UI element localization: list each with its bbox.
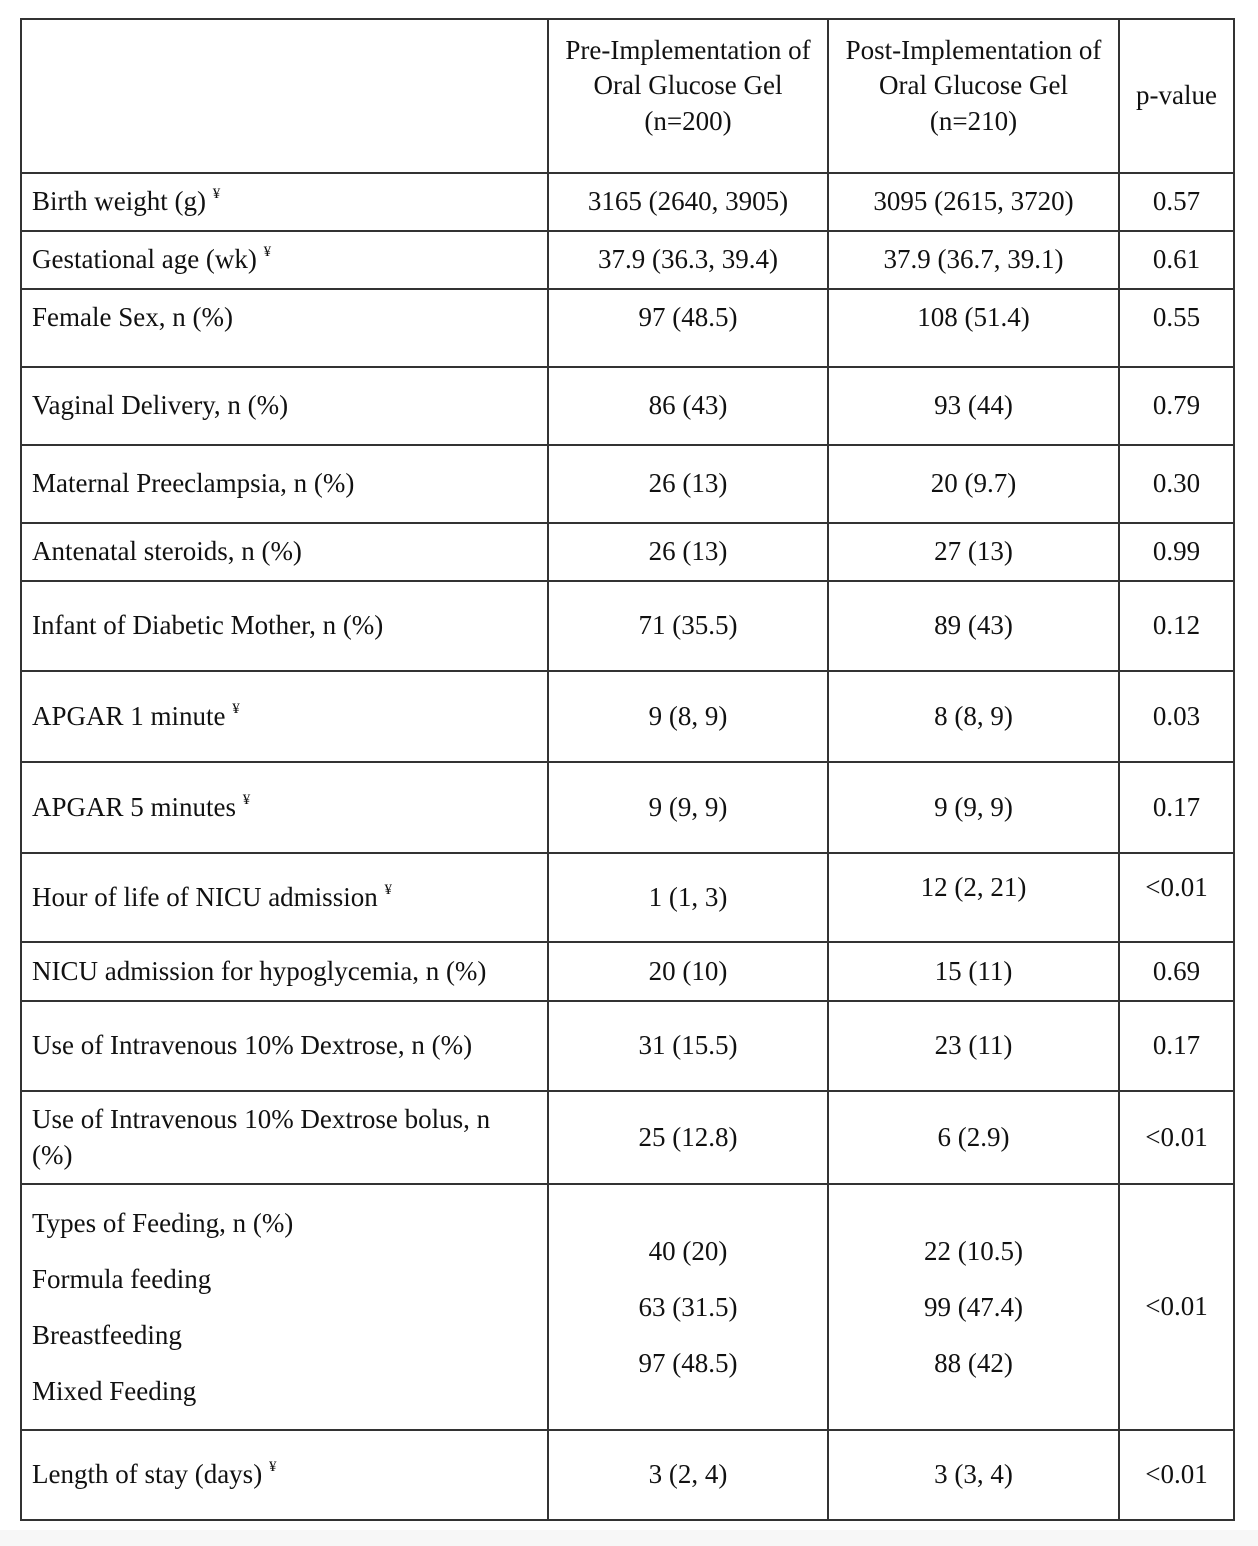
table-row bbox=[21, 289, 1234, 367]
table-row bbox=[21, 762, 1234, 853]
row-pvalue: <0.01 bbox=[1119, 853, 1234, 942]
row-post: 3 (3, 4) bbox=[828, 1430, 1119, 1520]
row-label: Infant of Diabetic Mother, n (%) bbox=[21, 581, 548, 671]
feeding-post bbox=[828, 1184, 1119, 1430]
feeding-type-label: Mixed Feeding bbox=[32, 1376, 197, 1406]
row-pvalue: 0.17 bbox=[1119, 762, 1234, 853]
row-post: 93 (44) bbox=[828, 367, 1119, 445]
row-label: Maternal Preeclampsia, n (%) bbox=[21, 445, 548, 523]
table-row bbox=[21, 231, 1234, 289]
row-label: Gestational age (wk) ¥ bbox=[21, 231, 548, 289]
row-label: Hour of life of NICU admission ¥ bbox=[21, 853, 548, 942]
table-row bbox=[21, 523, 1234, 581]
header-pvalue: p-value bbox=[1119, 19, 1234, 173]
feeding-post-value: 88 (42) bbox=[934, 1348, 1013, 1378]
feeding-pre-value: 97 (48.5) bbox=[638, 1348, 738, 1378]
row-pvalue: 0.57 bbox=[1119, 173, 1234, 231]
row-post: 20 (9.7) bbox=[828, 445, 1119, 523]
row-post: 9 (9, 9) bbox=[828, 762, 1119, 853]
feeding-pre-value: 40 (20) bbox=[648, 1236, 728, 1266]
row-pre: 25 (12.8) bbox=[548, 1091, 828, 1184]
row-label: NICU admission for hypoglycemia, n (%) bbox=[21, 942, 548, 1001]
feeding-post-value: 22 (10.5) bbox=[924, 1236, 1023, 1266]
feeding-post-value: 99 (47.4) bbox=[924, 1292, 1023, 1322]
row-pvalue: 0.61 bbox=[1119, 231, 1234, 289]
table-row bbox=[21, 1091, 1234, 1184]
feeding-pvalue: <0.01 bbox=[1119, 1184, 1234, 1430]
row-label: Use of Intravenous 10% Dextrose bolus, n (%) bbox=[21, 1091, 548, 1184]
header-blank-cell bbox=[21, 19, 548, 173]
row-pvalue: 0.79 bbox=[1119, 367, 1234, 445]
yen-mark: ¥ bbox=[268, 1459, 277, 1476]
feeding-type-label: Breastfeeding bbox=[32, 1320, 182, 1350]
feeding-pre bbox=[548, 1184, 828, 1430]
row-post: 27 (13) bbox=[828, 523, 1119, 581]
table-row bbox=[21, 853, 1234, 942]
row-label: Use of Intravenous 10% Dextrose, n (%) bbox=[21, 1001, 548, 1091]
row-label: Vaginal Delivery, n (%) bbox=[21, 367, 548, 445]
yen-mark: ¥ bbox=[242, 791, 251, 808]
table-row bbox=[21, 445, 1234, 523]
row-pvalue: <0.01 bbox=[1119, 1430, 1234, 1520]
header-pre-cell bbox=[548, 19, 828, 173]
row-post: 37.9 (36.7, 39.1) bbox=[828, 231, 1119, 289]
feeding-labels bbox=[21, 1184, 548, 1430]
row-pre: 71 (35.5) bbox=[548, 581, 828, 671]
table-row bbox=[21, 173, 1234, 231]
feeding-row bbox=[21, 1184, 1234, 1430]
row-pre: 26 (13) bbox=[548, 445, 828, 523]
row-label: APGAR 1 minute ¥ bbox=[21, 671, 548, 762]
yen-mark: ¥ bbox=[232, 700, 240, 717]
header-post-line: Post-Implementation of bbox=[845, 35, 1102, 66]
row-post: 12 (2, 21) bbox=[828, 853, 1119, 942]
table-row bbox=[21, 671, 1234, 762]
page-bottom-margin bbox=[0, 1530, 1258, 1546]
feeding-title: Types of Feeding, n (%) bbox=[32, 1208, 294, 1238]
row-pre: 20 (10) bbox=[548, 942, 828, 1001]
row-post: 15 (11) bbox=[828, 942, 1119, 1001]
row-pre: 86 (43) bbox=[548, 367, 828, 445]
table-row bbox=[21, 942, 1234, 1001]
row-post: 3095 (2615, 3720) bbox=[828, 173, 1119, 231]
row-post: 8 (8, 9) bbox=[828, 671, 1119, 762]
header-post-line: Oral Glucose Gel bbox=[879, 70, 1068, 101]
row-post: 89 (43) bbox=[828, 581, 1119, 671]
row-post: 108 (51.4) bbox=[828, 289, 1119, 367]
header-pre-line: Pre-Implementation of bbox=[565, 35, 811, 66]
header-pre-line: (n=200) bbox=[644, 105, 732, 136]
row-pvalue: 0.69 bbox=[1119, 942, 1234, 1001]
row-post: 6 (2.9) bbox=[828, 1091, 1119, 1184]
row-post: 23 (11) bbox=[828, 1001, 1119, 1091]
row-pvalue: 0.12 bbox=[1119, 581, 1234, 671]
yen-mark: ¥ bbox=[384, 881, 392, 898]
row-label: Antenatal steroids, n (%) bbox=[21, 523, 548, 581]
row-label: Length of stay (days) ¥ bbox=[21, 1430, 548, 1520]
row-pvalue: 0.30 bbox=[1119, 445, 1234, 523]
table-row bbox=[21, 367, 1234, 445]
row-pvalue: 0.17 bbox=[1119, 1001, 1234, 1091]
row-pre: 3 (2, 4) bbox=[548, 1430, 828, 1520]
row-pvalue: <0.01 bbox=[1119, 1091, 1234, 1184]
yen-mark: ¥ bbox=[212, 186, 221, 203]
row-pre: 26 (13) bbox=[548, 523, 828, 581]
header-post-line: (n=210) bbox=[929, 105, 1018, 136]
row-pre: 3165 (2640, 3905) bbox=[548, 173, 828, 231]
row-pre: 31 (15.5) bbox=[548, 1001, 828, 1091]
table-row bbox=[21, 581, 1234, 671]
row-pre: 97 (48.5) bbox=[548, 289, 828, 367]
row-pre: 1 (1, 3) bbox=[548, 853, 828, 942]
table-row bbox=[21, 1430, 1234, 1520]
yen-mark: ¥ bbox=[263, 244, 272, 261]
feeding-type-label: Formula feeding bbox=[32, 1264, 212, 1294]
row-label: APGAR 5 minutes ¥ bbox=[21, 762, 548, 853]
feeding-pre-value: 63 (31.5) bbox=[638, 1292, 738, 1322]
header-post-cell bbox=[828, 19, 1119, 173]
row-label: Female Sex, n (%) bbox=[21, 289, 548, 367]
row-pre: 9 (8, 9) bbox=[548, 671, 828, 762]
table-row bbox=[21, 1001, 1234, 1091]
header-row bbox=[21, 19, 1234, 173]
row-label: Birth weight (g) ¥ bbox=[21, 173, 548, 231]
row-pre: 37.9 (36.3, 39.4) bbox=[548, 231, 828, 289]
demographics-table bbox=[20, 18, 1235, 1521]
row-pre: 9 (9, 9) bbox=[548, 762, 828, 853]
header-pre-line: Oral Glucose Gel bbox=[593, 70, 783, 101]
row-pvalue: 0.55 bbox=[1119, 289, 1234, 367]
row-pvalue: 0.99 bbox=[1119, 523, 1234, 581]
row-pvalue: 0.03 bbox=[1119, 671, 1234, 762]
